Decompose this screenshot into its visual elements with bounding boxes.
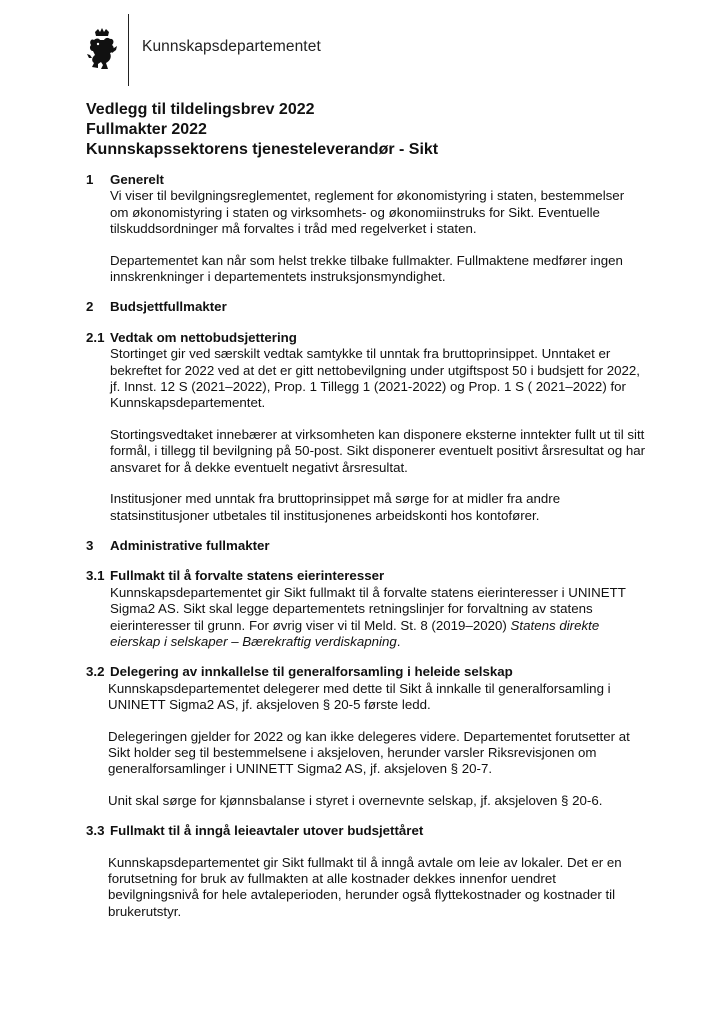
section-number: 3 [86, 537, 94, 553]
document-body [86, 172, 646, 920]
section-title: Administrative fullmakter [110, 537, 270, 553]
section-title: Vedtak om nettobudsjettering [110, 329, 297, 345]
ministry-name: Kunnskapsdepartementet [142, 38, 321, 55]
section-1-heading [86, 172, 646, 188]
logo-divider [128, 14, 129, 86]
paragraph [110, 585, 646, 651]
section-title: Fullmakt til å inngå leieavtaler utover budsjettåret [110, 823, 424, 839]
document-titles [86, 100, 438, 160]
section-number: 3.3 [86, 823, 105, 839]
paragraph: Stortinget gir ved særskilt vedtak samtykke til unntak fra bruttoprinsippet. Unntaket er bekreftet for 2022 ved at det er gitt nettobevilgning under utgiftspost 50 i budsjett for 2022, jf. Innst. 12 S (2021–2022), Prop. 1 Tillegg 1 (2021-2022) og Prop. 1 S ( 2021–2022) for Kunnskapsdepartementet. [110, 346, 641, 411]
section-title: Budsjettfullmakter [110, 299, 227, 315]
report-title-italic: Statens direkte eierskap i selskaper – Bærekraftig verdiskapning [110, 617, 600, 649]
paragraph-text: Kunnskapsdepartementet gir Sikt fullmakt til å forvalte statens eierinteresser i UNINETT Sigma2 AS. Sikt skal legge departementets retningslinjer for forvaltning av statens eierinteresser til grunn. For øvrig viser vi til Meld. St. 8 (2019–2020) [110, 584, 626, 633]
section-3-3-heading [86, 823, 646, 839]
coat-of-arms-lion-icon [86, 28, 118, 70]
section-title: Generelt [110, 172, 164, 187]
paragraph: Stortingsvedtaket innebærer at virksomheten kan disponere eksterne inntekter fullt ut til sitt formål, i tillegg til bevilgning på 50-post. Sikt disponerer eventuelt positivt årsresultat og har ansvaret for å dekke eventuelt negativt årsresultat. [110, 426, 646, 475]
section-2-1-heading [86, 330, 646, 346]
section-2-heading [86, 299, 646, 315]
paragraph: Vi viser til bevilgningsreglementet, reglement for økonomistyring i staten, bestemmelser om økonomistyring i staten og virksomhets- og økonomiinstruks for Sikt. Eventuelle tilskuddsordninger må forvaltes i tråd med regelverket i staten. [110, 188, 625, 237]
title-line-1: Vedlegg til tildelingsbrev 2022 [86, 101, 315, 118]
paragraph: Kunnskapsdepartementet gir Sikt fullmakt til å inngå avtale om leie av lokaler. Det er en forutsetning for bruk av fullmakten at alle kostnader dekkes innenfor uendret bevilgningsnivå for hele avtaleperioden, herunder også flyttekostnader og kostnader til brukerutstyr. [108, 854, 622, 919]
paragraph: Kunnskapsdepartementet delegerer med dette til Sikt å innkalle til generalforsamling i UNINETT Sigma2 AS, jf. aksjeloven § 20-5 første ledd. [108, 680, 611, 713]
section-number: 2 [86, 299, 94, 315]
section-3-heading [86, 538, 646, 554]
paragraph: Institusjoner med unntak fra bruttoprinsippet må sørge for at midler fra andre statsinstitusjoner utbetales til institusjonenes arbeidskonti hos kontofører. [110, 491, 561, 523]
title-line-2: Fullmakter 2022 [86, 121, 207, 138]
section-number: 3.2 [86, 664, 105, 680]
section-number: 1 [86, 172, 94, 187]
paragraph: Unit skal sørge for kjønnsbalanse i styret i overnevnte selskap, jf. aksjeloven § 20-6. [108, 792, 603, 808]
section-number: 2.1 [86, 329, 105, 345]
section-title: Delegering av innkallelse til generalforsamling i heleide selskap [110, 664, 513, 680]
paragraph: Delegeringen gjelder for 2022 og kan ikke delegeres videre. Departementet forutsetter at Sikt holder seg til bestemmelsene i aksjeloven, herunder varsler Riksrevisjonen om generalforsamlinger i UNINETT Sigma2 AS, jf. aksjeloven § 20-7. [108, 728, 630, 777]
section-title: Fullmakt til å forvalte statens eierinteresser [110, 568, 385, 584]
section-number: 3.1 [86, 568, 105, 584]
section-3-1-heading [86, 568, 646, 584]
title-line-3: Kunnskapssektorens tjenesteleverandør - Sikt [86, 141, 439, 158]
section-3-2-heading [86, 664, 646, 680]
paragraph: Departementet kan når som helst trekke tilbake fullmakter. Fullmaktene medfører ingen innskrenkninger i departementets instruksjonsmyndighet. [110, 252, 623, 285]
paragraph-end: . [396, 633, 401, 649]
logo-block [86, 14, 346, 86]
